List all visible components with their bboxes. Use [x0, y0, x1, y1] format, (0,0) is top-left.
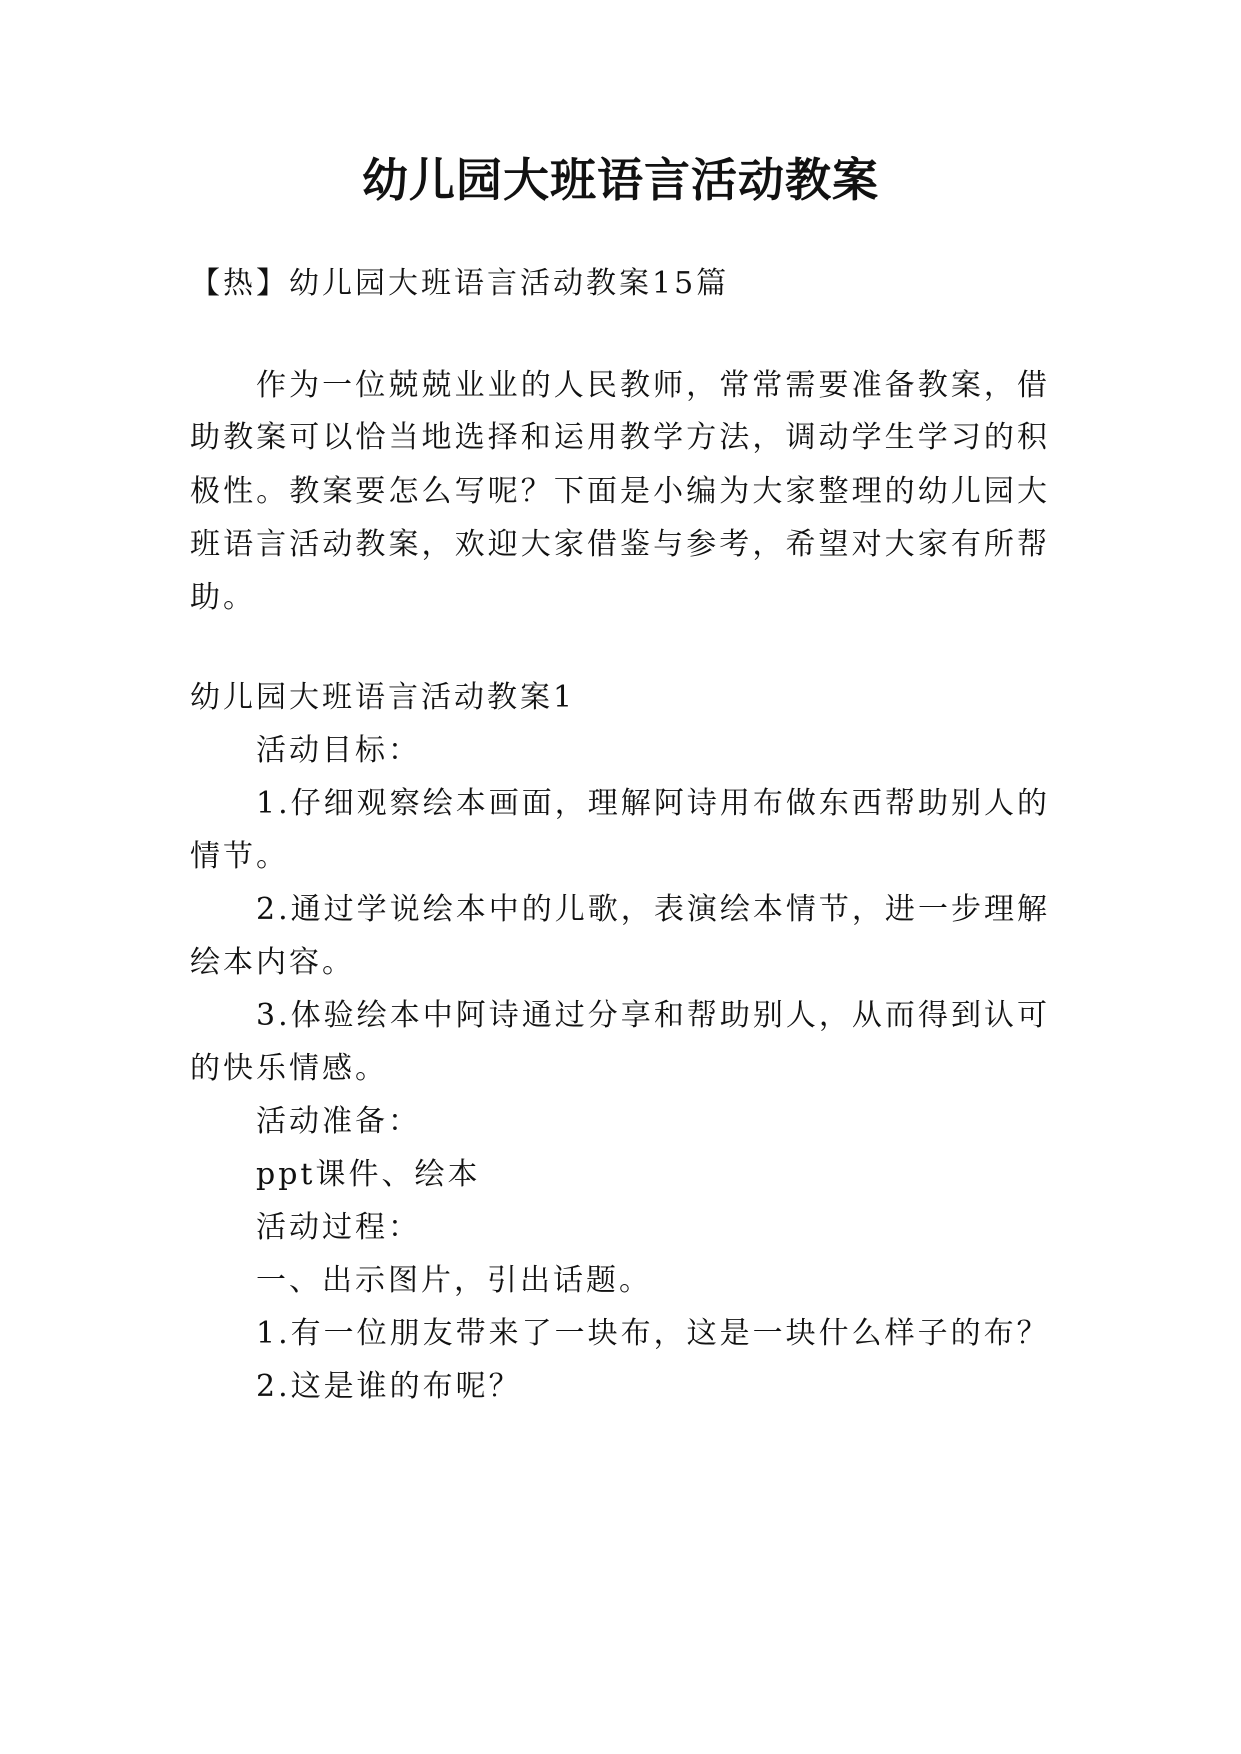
document-subtitle: 【热】幼儿园大班语言活动教案15篇 — [190, 266, 730, 301]
intro-line-4: 班语言活动教案，欢迎大家借鉴与参考，希望对大家有所帮 — [190, 527, 1050, 562]
goal-2-line-1: 2.通过学说绘本中的儿歌，表演绘本情节，进一步理解 — [256, 892, 1050, 927]
goal-3-line-1: 3.体验绘本中阿诗通过分享和帮助别人，从而得到认可 — [256, 998, 1050, 1033]
goal-3-line-2: 的快乐情感。 — [190, 1051, 388, 1086]
question-2: 2.这是谁的布呢？ — [256, 1369, 522, 1404]
section-heading: 幼儿园大班语言活动教案1 — [190, 680, 576, 715]
goal-1-line-2: 情节。 — [190, 839, 289, 874]
goal-2-line-2: 绘本内容。 — [190, 945, 355, 980]
question-1: 1.有一位朋友带来了一块布，这是一块什么样子的布？ — [256, 1316, 1050, 1351]
document-title: 幼儿园大班语言活动教案 — [362, 153, 879, 207]
goal-1-line-1: 1.仔细观察绘本画面，理解阿诗用布做东西帮助别人的 — [256, 786, 1050, 821]
prep-label: 活动准备： — [256, 1104, 421, 1139]
step-1: 一、出示图片，引出话题。 — [256, 1263, 652, 1298]
process-label: 活动过程： — [256, 1210, 421, 1245]
intro-line-1: 作为一位兢兢业业的人民教师，常常需要准备教案，借 — [256, 368, 1050, 403]
goals-label: 活动目标： — [256, 733, 421, 768]
intro-line-5: 助。 — [190, 580, 256, 615]
prep-items: ppt课件、绘本 — [256, 1157, 481, 1192]
intro-line-3: 极性。教案要怎么写呢？下面是小编为大家整理的幼儿园大 — [190, 474, 1050, 509]
intro-line-2: 助教案可以恰当地选择和运用教学方法，调动学生学习的积 — [190, 420, 1050, 455]
